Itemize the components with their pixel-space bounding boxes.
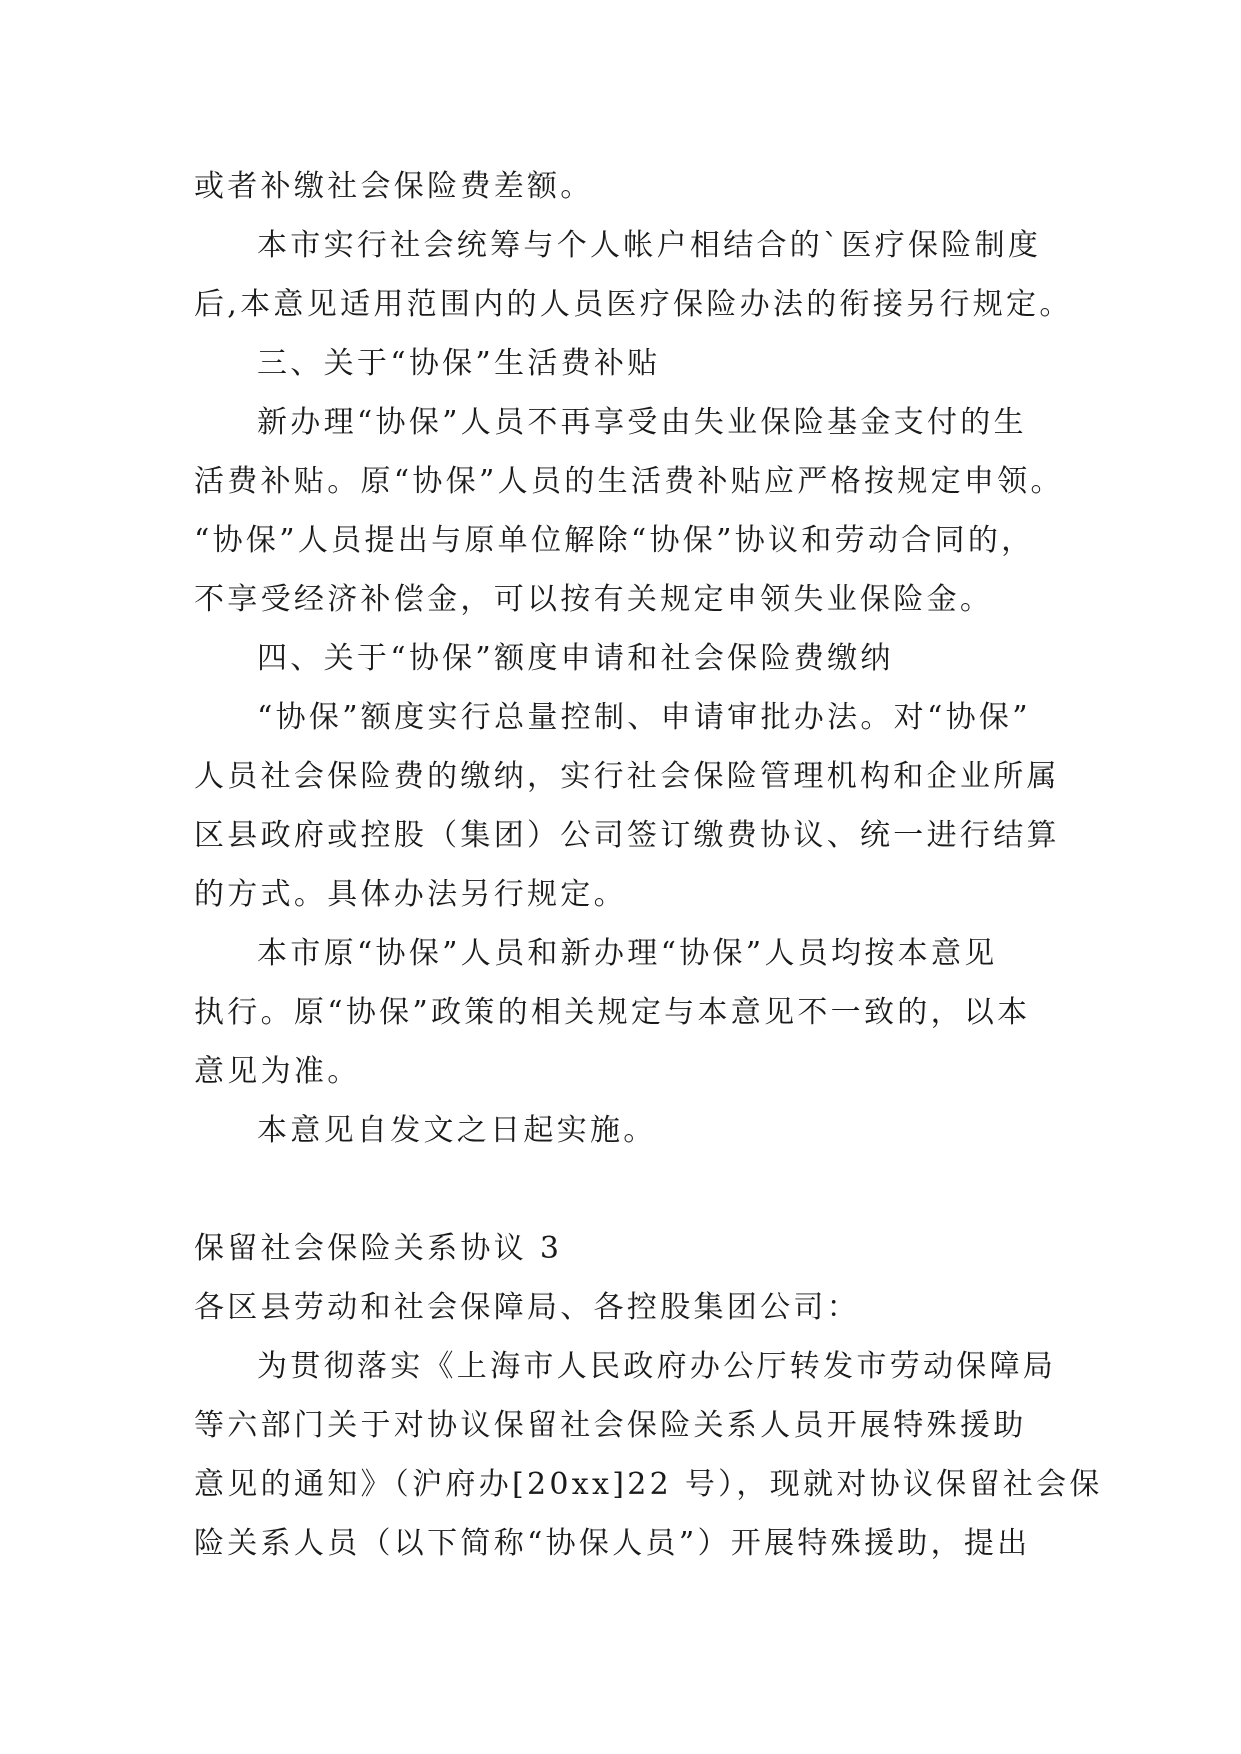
text-line: 为贯彻落实《上海市人民政府办公厅转发市劳动保障局: [257, 1349, 1057, 1384]
document-page: [194, 157, 1103, 1573]
text-line: 活费补贴。原“协保”人员的生活费补贴应严格按规定申领。: [194, 464, 1064, 499]
text-line: “协保”额度实行总量控制、申请审批办法。对“协保”: [257, 700, 1031, 735]
text-line: 本市原“协保”人员和新办理“协保”人员均按本意见: [257, 936, 998, 971]
text-line: 后,本意见适用范围内的人员医疗保险办法的衔接另行规定。: [194, 287, 1073, 322]
text-line: 意见的通知》（沪府办[20xx]22 号），现就对协议保留社会保: [194, 1467, 1103, 1502]
text-line: 执行。原“协保”政策的相关规定与本意见不一致的，以本: [194, 995, 1031, 1030]
subheading-text: 四、关于“协保”额度申请和社会保险费缴纳: [257, 641, 894, 676]
paragraph: [194, 1101, 1103, 1160]
text-line: 新办理“协保”人员不再享受由失业保险基金支付的生: [257, 405, 1027, 440]
section-title-text: 保留社会保险关系协议 3: [194, 1231, 563, 1266]
salutation-text: 各区县劳动和社会保障局、各控股集团公司：: [194, 1290, 860, 1325]
text-line: 的方式。具体办法另行规定。: [194, 877, 627, 912]
text-line: 或者补缴社会保险费差额。: [194, 169, 594, 204]
text-line: 不享受经济补偿金，可以按有关规定申领失业保险金。: [194, 582, 994, 617]
section-title: [194, 1219, 1103, 1278]
paragraph: [194, 393, 1103, 629]
paragraph: [194, 216, 1103, 334]
blank-line: [194, 1160, 1103, 1219]
subheading: [194, 334, 1103, 393]
paragraph: [194, 924, 1103, 1101]
text-line: 人员社会保险费的缴纳，实行社会保险管理机构和企业所属: [194, 759, 1060, 794]
text-line: “协保”人员提出与原单位解除“协保”协议和劳动合同的，: [194, 523, 1035, 558]
subheading-text: 三、关于“协保”生活费补贴: [257, 346, 661, 381]
text-line: 意见为准。: [194, 1054, 361, 1089]
text-line: 险关系人员（以下简称“协保人员”）开展特殊援助，提出: [194, 1526, 1031, 1561]
paragraph: [194, 157, 1103, 216]
text-line: 本意见自发文之日起实施。: [257, 1113, 657, 1148]
salutation: [194, 1278, 1103, 1337]
text-line: 区县政府或控股（集团）公司签订缴费协议、统一进行结算: [194, 818, 1060, 853]
text-line: 等六部门关于对协议保留社会保险关系人员开展特殊援助: [194, 1408, 1027, 1443]
text-line: 本市实行社会统筹与个人帐户相结合的`医疗保险制度: [257, 228, 1042, 263]
subheading: [194, 629, 1103, 688]
paragraph: [194, 688, 1103, 924]
paragraph: [194, 1337, 1103, 1573]
